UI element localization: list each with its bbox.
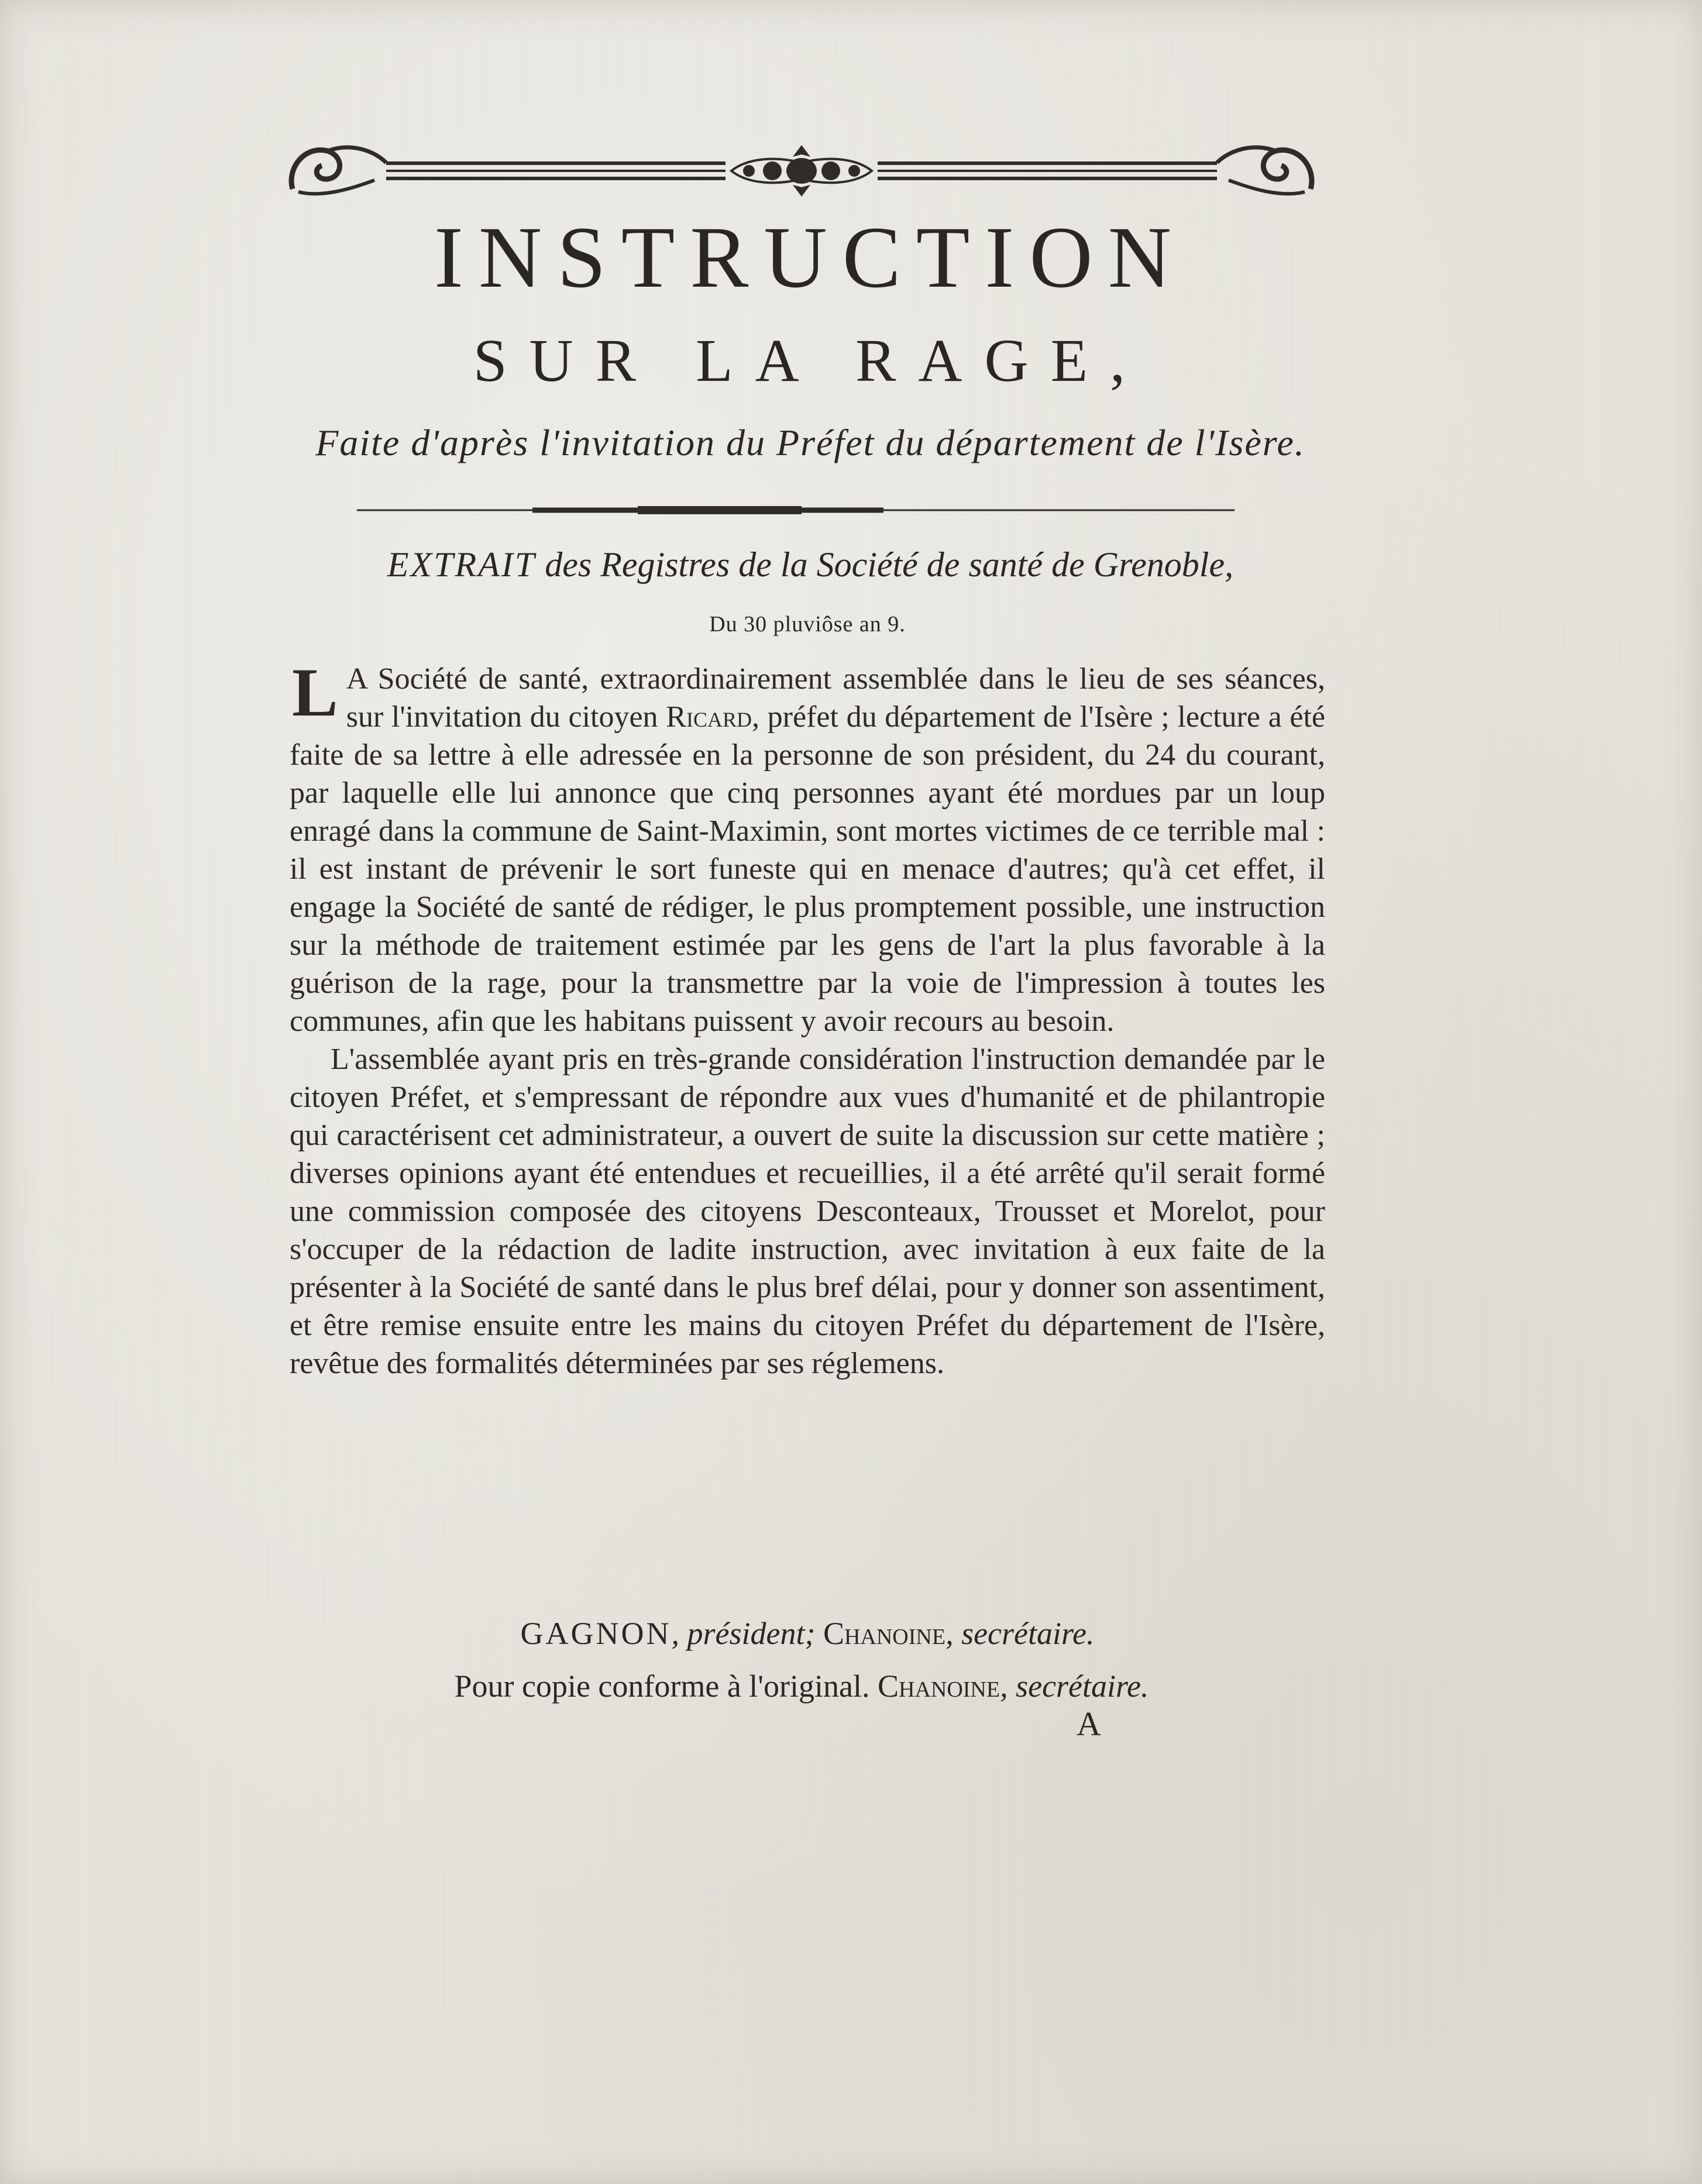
signature-line-2 (0, 1670, 1603, 1702)
body-text (290, 654, 1325, 1382)
title-rule (357, 504, 1235, 516)
secretary-role: , secrétaire. (945, 1616, 1095, 1651)
extract-lead: EXTRAIT (387, 545, 537, 584)
header-ornament (287, 133, 1316, 204)
secretary-role-2: , secrétaire. (1000, 1669, 1149, 1704)
document-title: INSTRUCTION (434, 209, 1187, 306)
paragraph-2: L'assemblée ayant pris en très-grande considération l'instruction demandée par le citoyen Préfet, et s'empressant de répondre aux vues d'humanité et de philantropie qui caractérisent cet administrateur, a ouvert de suite la discussion sur cette matière ; diverses opinions ayant été entendues et recueillies, il a été arrêté qu'il serait formé une commission composée des citoyens Desconteaux, Trousset et Morelot, pour s'occuper de la rédaction de ladite instruction, avec invitation à eux faite de la présenter à la Société de santé dans le plus bref délai, pour y donner son assentiment, et être remise ensuite entre les mains du citoyen Préfet du département de l'Isère, revêtue des formalités déterminées par ses réglemens. (290, 1043, 1325, 1380)
secretary-name: Chanoine (815, 1616, 946, 1651)
paragraph-1-text-a: A Société de santé, extraordinairement assemblée dans le lieu de ses séances, sur l'invitation du citoyen (346, 662, 1325, 734)
document-description: Faite d'après l'invitation du Préfet du département de l'Isère. (315, 422, 1305, 463)
signature-line-1 (0, 1618, 1615, 1649)
president-name: GAGNON (520, 1616, 672, 1651)
paragraph-1 (290, 654, 1325, 1040)
paragraph-1-text-b: , préfet du département de l'Isère ; lecture a été faite de sa lettre à elle adressée en la personne de son président, du 24 du courant, par laquelle elle lui annonce que cinq personnes ayant été mordues par un loup enragé dans la commune de Saint-Maximin, sont mortes victimes de ce terrible mal : il est instant de prévenir le sort funeste qui en menace d'autres; qu'à cet effet, il engage la Société de santé de rédiger, le plus promptement possible, une instruction sur la méthode de traitement estimée par les gens de l'art la plus favorable à la guérison de la rage, pour la transmettre par la voie de l'impression à toutes les communes, afin que les habitans puissent y avoir recours au besoin. (290, 700, 1325, 1038)
secretary-name-2: Chanoine (877, 1669, 1000, 1704)
document-subtitle: SUR LA RAGE, (473, 327, 1148, 394)
extract-text: des Registres de la Société de santé de Grenoble, (545, 545, 1234, 584)
extract-heading (0, 547, 1621, 582)
president-role: , président; (671, 1616, 816, 1651)
signature-mark: A (1077, 1705, 1101, 1743)
drop-cap: L (292, 654, 338, 731)
extract-date: Du 30 pluviôse an 9. (709, 612, 906, 637)
prefect-name: Ricard (666, 700, 752, 734)
copy-note: Pour copie conforme à l'original. (454, 1669, 878, 1704)
